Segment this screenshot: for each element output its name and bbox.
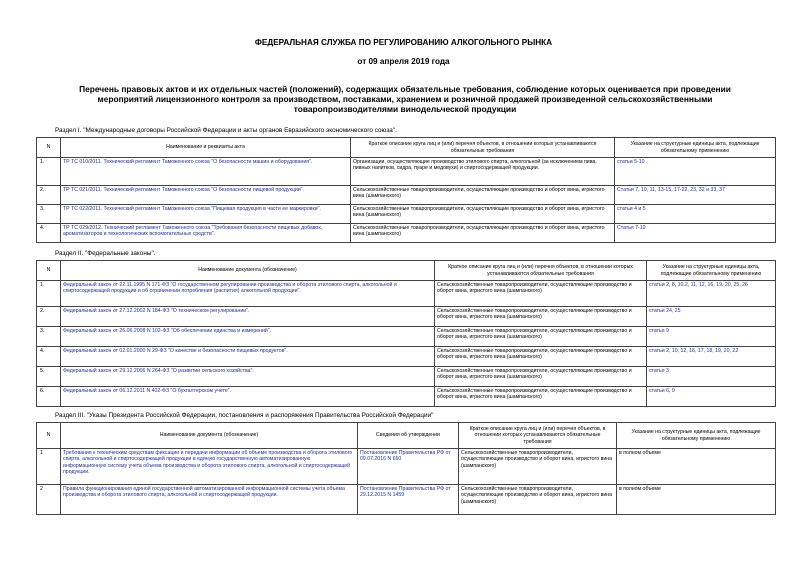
section-3-heading: Раздел III. "Указы Президента Российской Федерации, постановления и распоряжения Правительства Российской Федерации" — [55, 412, 434, 419]
header-name: Наименование и реквизиты акта — [61, 138, 351, 158]
table-row — [37, 186, 776, 205]
units-link[interactable]: Статьи 7, 10, 11, 13-15, 17-22, 23, 32 и 33, 37 — [615, 186, 776, 205]
row-description: Сельскохозяйственные товаропроизводители, осуществляющие производство и оборот вина, игристого вина (шампанского) — [435, 347, 647, 367]
header-name: Наименование документа (обозначение) — [61, 423, 358, 449]
header-description: Краткое описание круга лиц и (или) перечня объектов, в отношении которых устанавливаются обязательные требования — [351, 138, 615, 158]
units-link[interactable]: статьи 2, 8, 10.2, 11, 12, 16, 19, 20, 25, 26 — [647, 281, 776, 307]
units-link[interactable]: Статья 7-10 — [615, 224, 776, 243]
law-link[interactable]: Федеральный закон от 06.12.2011 N 402-ФЗ "О бухгалтерском учете". — [61, 387, 435, 407]
row-description: Сельскохозяйственные товаропроизводители, осуществляющие производство и оборот вина, игристого вина (шампанского) — [435, 327, 647, 347]
approval-link[interactable]: Постановление Правительства РФ от 09.07.2016 N 650 — [358, 449, 459, 485]
table-row — [37, 327, 776, 347]
row-description: Сельскохозяйственные товаропроизводители, осуществляющие производство и оборот вина, игристого вина (шампанского) — [351, 186, 615, 205]
row-number: 3. — [37, 327, 61, 347]
section-3-table — [36, 422, 776, 515]
table-row — [37, 307, 776, 327]
row-number: 1. — [37, 158, 61, 186]
table-row — [37, 387, 776, 407]
header-description: Краткое описание круга лиц и (или) перечня объектов, в отношении которых устанавливаются обязательные требования — [459, 423, 617, 449]
act-link[interactable]: ТР ТС 021/2011. Технический регламент Таможенного союза "О безопасности пищевой продукции". — [61, 186, 351, 205]
table-row — [37, 347, 776, 367]
act-link[interactable]: ТР ТС 029/2012. Технический регламент Таможенного союза "Требования безопасности пищевых добавок, ароматизаторов и технологических вспомогательных средств". — [61, 224, 351, 243]
row-units: в полном объеме — [617, 485, 776, 515]
table-header-row — [37, 138, 776, 158]
table-header-row — [37, 261, 776, 281]
row-number: 5. — [37, 367, 61, 387]
law-link[interactable]: Федеральный закон от 02.01.2000 N 29-ФЗ "О качестве и безопасности пищевых продуктов". — [61, 347, 435, 367]
row-number: 3. — [37, 205, 61, 224]
document-link[interactable]: Требования к техническим средствам фиксации и передачи информации об объеме производства и оборота этилового спирта, алкогольной и спиртосодержащей продукции в единую государственную автоматизированную информационную систему учета объема производства и оборота этилового спирта, алкогольной и спиртосодержащей продукции. — [61, 449, 358, 485]
row-units: в полном объеме — [617, 449, 776, 485]
table-row — [37, 485, 776, 515]
row-number: 4. — [37, 347, 61, 367]
law-link[interactable]: Федеральный закон от 22.11.1995 N 171-ФЗ "О государственном регулировании производства и оборота этилового спирта, алкогольной и спиртосодержащей продукции и об ограничении потребления (распития) алкогольной продукции". — [61, 281, 435, 307]
law-link[interactable]: Федеральный закон от 29.12.2006 N 264-ФЗ "О развитии сельского хозяйства". — [61, 367, 435, 387]
document-date: от 09 апреля 2019 года — [357, 57, 450, 66]
row-number: 4. — [37, 224, 61, 243]
header-number: N — [37, 423, 61, 449]
units-link[interactable]: статья 3 — [647, 367, 776, 387]
row-number: 1 — [37, 449, 61, 485]
row-description: Сельскохозяйственные товаропроизводители, осуществляющие производство и оборот вина, игристого вина (шампанского) — [435, 281, 647, 307]
row-description: Сельскохозяйственные товаропроизводители, осуществляющие производство и оборот вина, игристого вина (шампанского) — [435, 367, 647, 387]
header-units: Указание на структурные единицы акта, подлежащие обязательному применению — [617, 423, 776, 449]
header-name: Наименование документа (обозначение) — [61, 261, 435, 281]
row-number: 2. — [37, 186, 61, 205]
section-1-table — [36, 137, 776, 243]
law-link[interactable]: Федеральный закон от 27.12.2002 N 184-ФЗ "О техническом регулировании". — [61, 307, 435, 327]
row-number: 6. — [37, 387, 61, 407]
header-approval: Сведения об утверждении — [358, 423, 459, 449]
agency-name: ФЕДЕРАЛЬНАЯ СЛУЖБА ПО РЕГУЛИРОВАНИЮ АЛКОГОЛЬНОГО РЫНКА — [254, 38, 553, 47]
act-link[interactable]: ТР ТС 010/2011. Технический регламент Таможенного союза "О безопасности машин и оборудования". — [61, 158, 351, 186]
row-number: 2. — [37, 307, 61, 327]
units-link[interactable]: статьи 2, 10, 12, 16, 17, 18, 19, 20, 22 — [647, 347, 776, 367]
section-1-heading: Раздел I. "Международные договоры Российской Федерации и акты органов Евразийского экономического союза". — [55, 127, 397, 134]
law-link[interactable]: Федеральный закон от 26.06.2008 N 102-ФЗ "Об обеспечении единства и измерений". — [61, 327, 435, 347]
header-number: N — [37, 261, 61, 281]
header-units: Указание на структурные единицы акта, подлежащие обязательному применению — [647, 261, 776, 281]
row-description: Организации, осуществляющие производство этилового спирта, алкогольной (за исключением пива, пивных напитков, сидра, пуаре и медовухи) и спиртосодержащей продукции. — [351, 158, 615, 186]
header-units: Указание на структурные единицы акта, подлежащие обязательному применению — [615, 138, 776, 158]
units-link[interactable]: статьи 4 и 5 — [615, 205, 776, 224]
row-description: Сельскохозяйственные товаропроизводители, осуществляющие производство и оборот вина, игристого вина (шампанского) — [351, 224, 615, 243]
row-description: Сельскохозяйственные товаропроизводители, осуществляющие производство и оборот вина, игристого вина (шампанского) — [351, 205, 615, 224]
table-row — [37, 158, 776, 186]
approval-link[interactable]: Постановление Правительства РФ от 29.12.2015 N 1459 — [358, 485, 459, 515]
table-row — [37, 367, 776, 387]
header-description: Краткое описание круга лиц и (или) перечня объектов, в отношении которых устанавливаются обязательные требования — [435, 261, 647, 281]
units-link[interactable]: статья 9 — [647, 327, 776, 347]
section-2-heading: Раздел II. "Федеральные законы". — [55, 250, 156, 257]
table-row — [37, 449, 776, 485]
document-link[interactable]: Правила функционирования единой государственной автоматизированной информационной системы учета объема производства и оборота этилового спирта, алкогольной и спиртосодержащей продукции. — [61, 485, 358, 515]
document-title: Перечень правовых актов и их отдельных частей (положений), содержащих обязательные требования, соблюдение которых оценивается при проведении мероприятий лицензионного контроля за производством, поставками, хранением и розничной продажей произведенной сельскохозяйственными товаропроизводителями винодельческой продукции — [79, 84, 731, 114]
table-row — [37, 281, 776, 307]
table-row — [37, 205, 776, 224]
row-description: Сельскохозяйственные товаропроизводители, осуществляющие производство и оборот вина, игристого вина (шампанского) — [435, 387, 647, 407]
table-row — [37, 224, 776, 243]
act-link[interactable]: ТР ТС 022/2011. Технический регламент Таможенного союза "Пищевая продукция в части ее маркировки". — [61, 205, 351, 224]
row-description: Сельскохозяйственные товаропроизводители, осуществляющие производство и оборот вина, игристого вина (шампанского) — [459, 485, 617, 515]
units-link[interactable]: статьи 6, 9 — [647, 387, 776, 407]
row-description: Сельскохозяйственные товаропроизводители, осуществляющие производство и оборот вина, игристого вина (шампанского) — [459, 449, 617, 485]
table-header-row — [37, 423, 776, 449]
units-link[interactable]: статьи 24, 25 — [647, 307, 776, 327]
units-link[interactable]: статьи 5-10 — [615, 158, 776, 186]
header-number: N — [37, 138, 61, 158]
row-number: 2 — [37, 485, 61, 515]
row-description: Сельскохозяйственные товаропроизводители, осуществляющие производство и оборот вина, игристого вина (шампанского) — [435, 307, 647, 327]
section-2-table — [36, 260, 776, 407]
row-number: 1. — [37, 281, 61, 307]
